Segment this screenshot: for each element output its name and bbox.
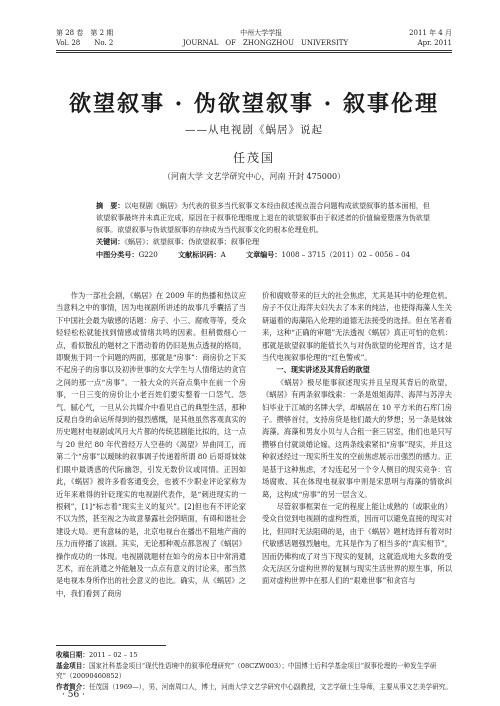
classification-line [96,249,430,261]
received-label: 收稿日期： [56,651,89,659]
clc-value: G220 [138,250,158,260]
article-subtitle: ——从电视剧《蜗居》说起 [185,124,323,136]
abstract [96,200,430,235]
page-number: · 56 · [62,690,85,700]
keywords [96,236,430,248]
issue-date-cn: 2011 年 4 月 [409,29,452,37]
article-no-label: 文章编号： [246,250,282,260]
author-name: 任茂国 [232,151,275,165]
abstract-label: 摘 要： [96,201,125,210]
body-columns [56,290,452,600]
keywords-text: 《蜗居》；欲望叙事；伪欲望叙事；叙事伦理 [124,237,260,247]
body-paragraph: 价和腐败带来的巨大的社会焦虑，尤其是其中的伦理危机。房子不仅让海萍夫妇失去了本来的纯洁，也使得海藻人生关研逼着的海藻陷入伦理的道德无法接受的选择。但在笔者看来，这种“正确的审题”无法透视《蜗居》真正可怕的危机：那就是欲望叙事的能值长久与对伪欲望的伦理首肯，这才是当代电视叙事伦理的“红色警戒”。 [262,291,452,363]
bio-value: 任茂国（1969—），男，河南周口人，博士，河南大学文艺学研究中心副教授，文艺学硕士生导师，主要从事文艺美学研究。 [88,682,452,691]
bio-label: 作者简介： [56,682,89,691]
journal-name-en: JOURNAL OF ZHONGZHOU UNIVERSITY [182,39,349,47]
journal-header [56,28,452,68]
header-rule-thin [56,52,452,53]
issue-date-en: Apr. 2011 [417,39,452,47]
right-column [262,290,452,600]
journal-name-cn: 中州大学学报 [240,29,283,37]
author-bio [56,682,452,693]
fund-label: 基金项目： [56,661,89,670]
fund-value: 国家社科基金项目“现代性语境中的叙事伦理研究”（08CZW003）；中国博士后科学基金项目“叙事伦理的一种发生学研究”（20090460852） [56,661,437,680]
doc-code-label: 文献标识码： [178,250,221,260]
title-block [56,90,452,182]
footnote-rule [56,645,166,646]
author-affiliation: （河南大学 文艺学研究中心，河南 开封 475000） [162,172,346,181]
section-heading: 一、现实讲述及其背后的欲望 [276,365,370,375]
fund-info [56,661,452,682]
body-paragraph: 尽管叙事框架在一定的程度上能让成熟的（或职业的）受众自觉到电视剧的虚构性质，因而可以避免直接的现实对比，但同时无法阻碍的是，由于《蜗居》题材选择有着对时代敏感话题强烈触电，尤其是作为了相当多的“真实相节”，因而仍佛构成了对当下现实的复制，这就造成地大多数的受众无法区分虚构世界的复制与现实生活世界的原生事，所以面对虚构世界中在那人们的“艰难世事”和贪官与 [262,501,452,586]
article-title: 欲望叙事 · 伪欲望叙事 · 叙事伦理 [69,91,439,117]
header-rule [56,50,452,51]
body-paragraph: 《蜗居》极尽能事叙述现实并且呈现其背后的欲望，《蜗居》有两条叙事线索：一条是姐姐海萍、海萍与苏淳夫妇毕业于江城的名牌大学，却蜗居在 10 平方米的石库门房子。攒够首付，支持房贷是他们最大的梦想；另一条是妹妹海藻。海藻和男友小贝与人合租一套三居室，他们也是只写攒够自付就谈婚论嫁。这两条线索紧扣“房事”现实，并且这种叙述经过一现实所生发的空前焦虑展示出强烈的感力。正是基于这种焦虑，才勾连起另一个令人侧目的现实竞争：官场腐败、其在体现电视叙事中则是宋思明与海藻的情欲纠葛，这构成“房事”的另一层含义。 [262,377,452,499]
abstract-text: 以电视剧《蜗居》为代表的很多当代叙事文本经由叙述视点混合问题构成欲望叙事的基本面相，但欲望叙事最终并未真正完成，原因在于叙事伦理维度上退在的欲望叙事由于叙述者的价值偏爱堕落为伪欲望叙事。欲望叙事与伪欲望叙事的存续成为当代叙事文化的根本伦理危机。 [96,201,431,234]
keywords-label: 关键词： [96,237,125,247]
volume-issue-en: Vol. 28 No. 2 [56,39,114,47]
clc-label: 中图分类号： [96,250,139,260]
doc-code-value: A [220,250,226,260]
volume-issue-cn: 第 28 卷 第 2 期 [56,29,114,37]
abstract-block [96,200,430,261]
received-date [56,650,452,661]
body-paragraph: 作为一部社会剧，《蜗居》在 2009 年的热播和热议应当意料之中的事情，因为电视剧所讲述的故事几乎囊括了当下中国社会最为敏感的话题：房子、小三、腐败等等，受众轻轻松松就能找到情感或情绪共鸣的因素。但稍微细心一点，看似散乱的题材之下潜动着的仍旧是焦点透视的格局，即聚焦于同一个问题的两面，那就是“房事”：商房价之下买不起房子的房事以及初涉世事的女大学生与人情绪达的贪官之间的那一点“房事”。一般大众的兴奋点集中在前一个房事，一日三变的房价让小老百姓们要实整着一口怨气、怨气、腻心气，一旦从公共媒介中看见自己的典型生活，那种反观自身的命运所得到的强烈感慨，是其他虽然客观真实的历史题材电视剧或风月大片都的传统悲剧能比拟的，这一点与 20 世纪 80 年代曾经万人空巷的《渴望》异曲同工，而第二个“房事”以暧昧的叙事调子传递着所谓 80 后哥哥妹妹们眼中最诱惑的代际幽怨，引发无数价议或同情。正因如此，《蜗居》被许多看客通变会，也被不少职业评论家称为近年来难得的针砭现实的电视剧代表作，是“刺进现实的一根刺”，[1]“标志着“现实主义的复兴”。[2]但也有不评论家不以为然，甚至视之为故意暴露社会阴暗面，有碍和谐社会建设大局。更有意味的是，北京电视台在播出不阻地产商的压力而停播了该剧。其实，无论那种观点都忽视了《蜗居》操作成功的一体现。电视剧就题材在如今的房本日中常消遣艺术，而在消遣之外能触及一点点有意义的讨论来，那当然是电视本身所作出的社会意义的也比。确实，从《蜗居》之中，我们看到了商房 [56,291,246,598]
footnotes [56,650,452,692]
received-value: 2011 – 02 – 15 [88,651,138,659]
article-no-value: 1008 – 3715（2011）02 – 0056 – 04 [281,250,411,260]
left-column [56,290,246,600]
